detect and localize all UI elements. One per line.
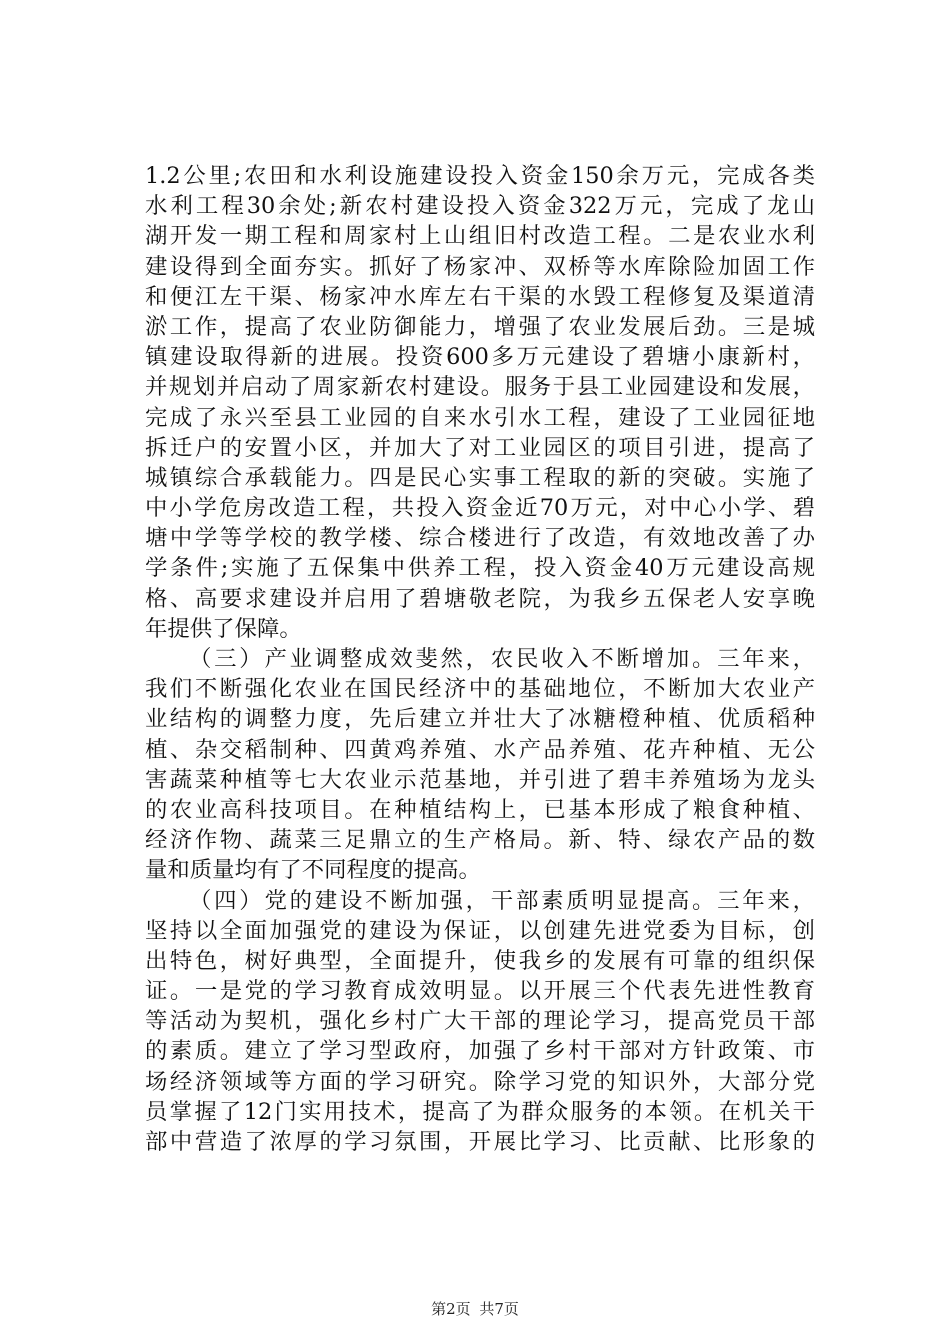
text-line: 格、高要求建设并启用了碧塘敬老院，为我乡五保老人安享晚 bbox=[145, 585, 815, 612]
text-line: 学条件;实施了五保集中供养工程，投入资金40万元建设高规 bbox=[145, 555, 815, 582]
text-line: 的素质。建立了学习型政府，加强了乡村干部对方针政策、市 bbox=[145, 1038, 815, 1065]
text-line: 员掌握了12门实用技术，提高了为群众服务的本领。在机关干 bbox=[145, 1098, 815, 1125]
text-line: 场经济领域等方面的学习研究。除学习党的知识外，大部分党 bbox=[145, 1068, 815, 1095]
text-line: 水利工程30余处;新农村建设投入资金322万元，完成了龙山 bbox=[145, 193, 815, 220]
text-line: （三）产业调整成效斐然，农民收入不断增加。三年来， bbox=[189, 646, 815, 672]
text-line: 量和质量均有了不同程度的提高。 bbox=[145, 857, 481, 884]
text-line: 植、杂交稻制种、四黄鸡养殖、水产品养殖、花卉种植、无公 bbox=[145, 736, 815, 763]
text-line: 证。一是党的学习教育成效明显。以开展三个代表先进性教育 bbox=[145, 978, 815, 1005]
text-line: 并规划并启动了周家新农村建设。服务于县工业园建设和发展， bbox=[145, 374, 815, 401]
text-line: 害蔬菜种植等七大农业示范基地，并引进了碧丰养殖场为龙头 bbox=[145, 766, 815, 793]
text-line: 年提供了保障。 bbox=[145, 615, 302, 642]
text-line: 完成了永兴至县工业园的自来水引水工程，建设了工业园征地 bbox=[145, 404, 815, 431]
text-line: 出特色，树好典型，全面提升，使我乡的发展有可靠的组织保 bbox=[145, 947, 815, 974]
text-line: 1.2公里;农田和水利设施建设投入资金150余万元，完成各类 bbox=[145, 163, 815, 189]
text-line: 业结构的调整力度，先后建立并壮大了冰糖橙种植、优质稻种 bbox=[145, 706, 815, 733]
text-line: 城镇综合承载能力。四是民心实事工程取的新的突破。实施了 bbox=[145, 464, 815, 491]
text-line: 中小学危房改造工程，共投入资金近70万元，对中心小学、碧 bbox=[145, 495, 815, 522]
text-line: 建设得到全面夯实。抓好了杨家冲、双桥等水库除险加固工作 bbox=[145, 253, 815, 280]
text-line: 拆迁户的安置小区，并加大了对工业园区的项目引进，提高了 bbox=[145, 434, 815, 461]
page-footer bbox=[0, 1300, 950, 1318]
text-line: 的农业高科技项目。在种植结构上，已基本形成了粮食种植、 bbox=[145, 796, 815, 823]
page-total: 共7页 bbox=[479, 1300, 519, 1318]
text-line: 塘中学等学校的教学楼、综合楼进行了改造，有效地改善了办 bbox=[145, 525, 815, 552]
text-line: 等活动为契机，强化乡村广大干部的理论学习，提高党员干部 bbox=[145, 1008, 815, 1035]
text-line: 湖开发一期工程和周家村上山组旧村改造工程。二是农业水利 bbox=[145, 223, 815, 250]
text-line: 我们不断强化农业在国民经济中的基础地位，不断加大农业产 bbox=[145, 676, 815, 703]
text-line: 和便江左干渠、杨家冲水库左右干渠的水毁工程修复及渠道清 bbox=[145, 283, 815, 310]
text-line: 镇建设取得新的进展。投资600多万元建设了碧塘小康新村， bbox=[145, 344, 815, 371]
text-line: 淤工作，提高了农业防御能力，增强了农业发展后劲。三是城 bbox=[145, 313, 815, 340]
page-number: 第2页 bbox=[431, 1300, 471, 1318]
text-line: （四）党的建设不断加强，干部素质明显提高。三年来， bbox=[189, 887, 815, 914]
text-line: 部中营造了浓厚的学习氛围，开展比学习、比贡献、比形象的 bbox=[145, 1129, 815, 1155]
text-line: 经济作物、蔬菜三足鼎立的生产格局。新、特、绿农产品的数 bbox=[145, 827, 815, 854]
text-line: 坚持以全面加强党的建设为保证，以创建先进党委为目标，创 bbox=[145, 917, 815, 944]
document-body bbox=[145, 161, 815, 1157]
